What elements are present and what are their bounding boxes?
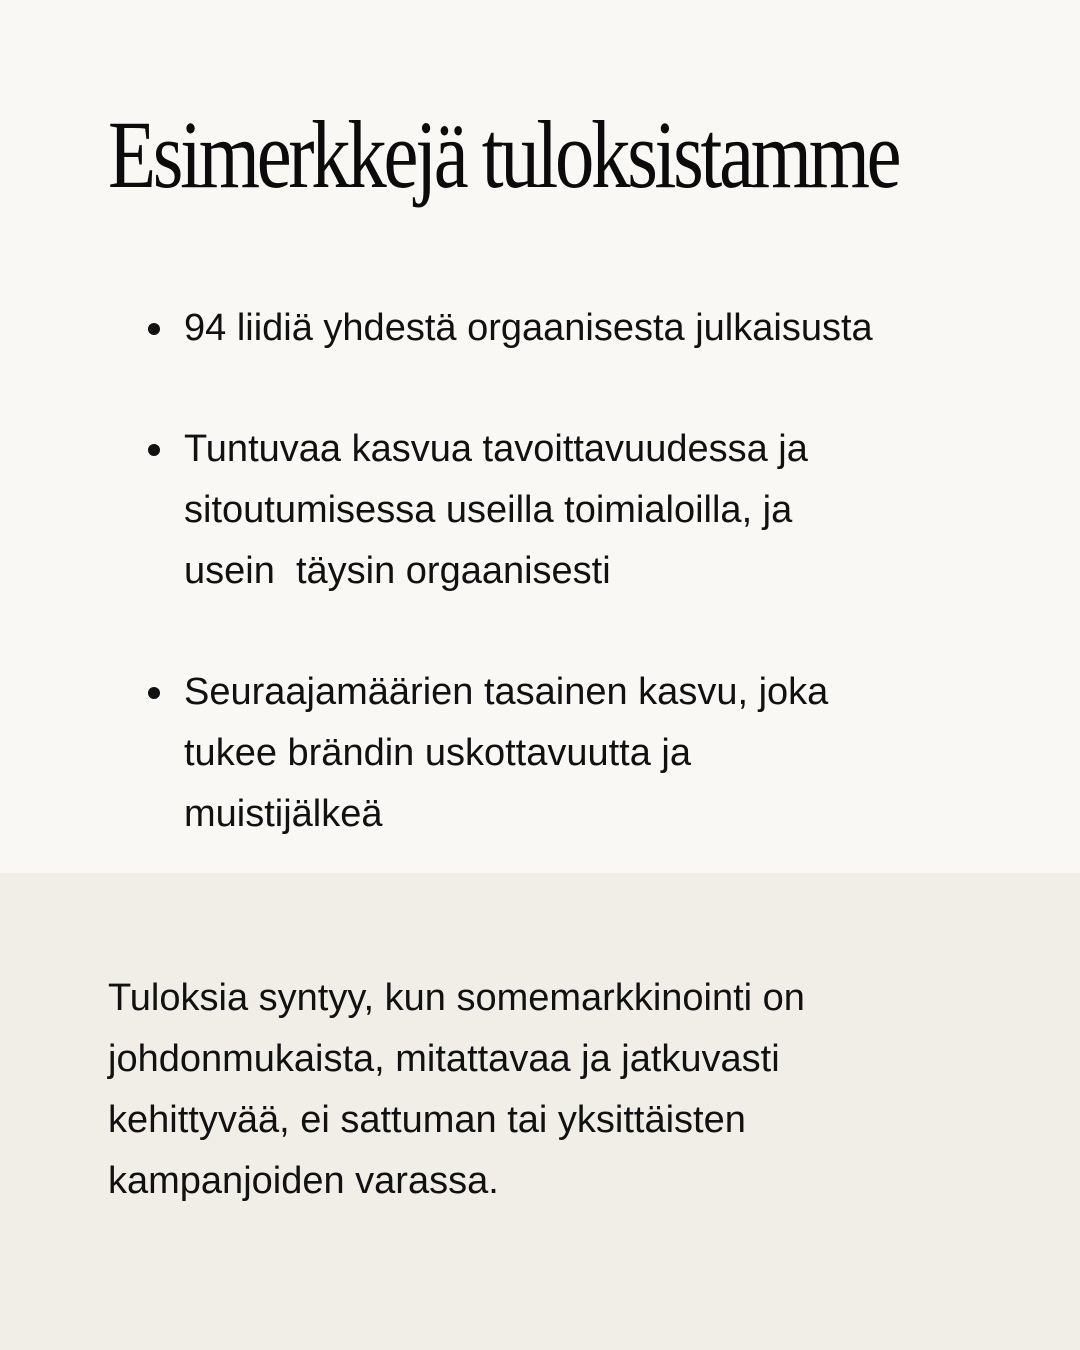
summary-line: Tuloksia syntyy, kun somemarkkinointi on — [108, 977, 805, 1019]
result-item-followers — [148, 662, 978, 845]
result-line: usein täysin orgaanisesti — [184, 550, 611, 592]
result-item-reach — [148, 419, 978, 602]
results-list — [148, 298, 978, 845]
result-line: muistijälkeä — [184, 793, 383, 835]
summary-line: johdonmukaista, mitattavaa ja jatkuvasti — [108, 1038, 780, 1080]
summary-line: kampanjoiden varassa. — [108, 1160, 499, 1202]
result-line: Tuntuvaa kasvua tavoittavuudessa ja — [184, 428, 808, 470]
result-line: sitoutumisessa useilla toimialoilla, ja — [184, 489, 793, 531]
summary-line: kehittyvää, ei sattuman tai yksittäisten — [108, 1099, 746, 1141]
summary-text — [108, 968, 988, 1212]
result-line: Seuraajamäärien tasainen kasvu, joka — [184, 671, 829, 713]
bullet-icon — [148, 687, 160, 699]
page-title: Esimerkkejä tuloksistamme — [108, 101, 899, 208]
result-line: 94 liidiä yhdestä orgaanisesta julkaisusta — [184, 307, 873, 349]
result-line: tukee brändin uskottavuutta ja — [184, 732, 692, 774]
bullet-icon — [148, 323, 160, 335]
result-item-leads — [148, 298, 978, 359]
bullet-icon — [148, 444, 160, 456]
